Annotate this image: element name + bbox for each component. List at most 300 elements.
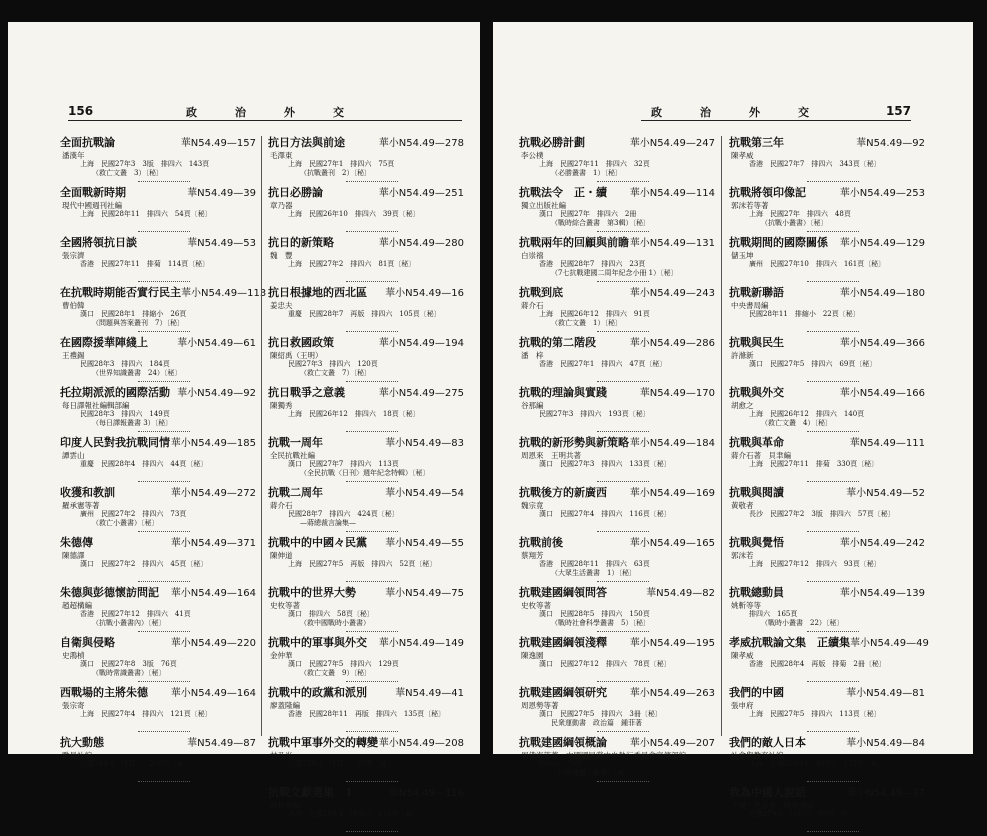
entry-title: 抗日必勝論 [268,186,323,199]
left-header [68,100,462,130]
entry-title-line [60,586,256,601]
right-header [641,100,911,130]
entry-title-line [268,686,464,701]
call-number: 華小N54.49—169 [629,488,715,499]
entry-author: 陳德譯 [62,551,85,560]
column [519,136,715,786]
entry-publication: 漢口 民國28年5 排四六 150頁 [539,610,650,618]
entry-publication: 漢口 民國27年5 排四六 69頁〔秘〕 [749,360,877,368]
entry-title: 抗日方法與前途 [268,136,345,149]
entry-title-line [60,336,256,351]
entry-separator [807,531,859,532]
entry-author: 王禮錫 [62,351,85,360]
entry-author: 陳孝威 [731,151,754,160]
entry-author: 郭沫若 [731,551,754,560]
entry-author: 潘 梓 [521,351,544,360]
entry-separator [138,181,190,182]
entry-publication: 長沙 民國27年2 3版 排四六 57頁〔秘〕 [749,510,895,518]
call-number: 華小N54.49—165 [629,538,715,549]
entry-author: 胡愈之 [731,401,754,410]
entry-publication: 上海 民國26年11 排四六 172頁〔秘〕 [749,760,886,768]
entry-author: 姜忠夫 [270,301,293,310]
call-number: 華N54.49—116 [388,788,464,799]
entry-author: 蔣介石 [521,301,544,310]
entry-separator [138,581,190,582]
entry-title: 抗戰一周年 [268,436,323,449]
entry-separator [346,831,398,832]
entry-publication: 漢口 民國27年5 排四六 3冊〔秘〕 [539,710,662,718]
catalog-entry [268,786,464,836]
entry-publication: 廣州 民國27年10 排四六 161頁〔秘〕 [749,260,886,268]
entry-title-line [729,136,925,151]
catalog-entry [519,436,715,486]
entry-separator [346,381,398,382]
call-number: 華小N54.49—275 [378,388,464,399]
entry-separator [807,781,859,782]
entry-title: 抗戰建國綱領問答 [519,586,607,599]
entry-author: 姚斬等等 [731,601,761,610]
entry-publication: 上海 民國27年3 3版 排四六 143頁 [80,160,210,168]
catalog-entry [268,286,464,336]
entry-publication: 上海 民國27年11 排菊 330頁〔秘〕 [749,460,879,468]
entry-title-line [268,536,464,551]
call-number: 華小N54.49—280 [378,238,464,249]
entry-author: 羅承憲等著 [62,501,100,510]
entry-title: 抗日救國政策 [268,336,334,349]
catalog-entry [60,186,256,236]
entry-title: 抗戰的第二階段 [519,336,596,349]
call-number: 華小N54.49—164 [170,688,256,699]
entry-separator [807,581,859,582]
entry-author: 周恩勢等著 [521,701,559,710]
entry-author: 魏 豐 [270,251,293,260]
call-number: 華小N54.49—195 [629,638,715,649]
entry-publication: 香港 民國27年11 排菊 114頁〔秘〕 [80,260,210,268]
entry-series: （戰時綜合叢書 第3輯）〔秘〕 [551,219,650,227]
entry-author: 曹伯韓 [62,301,85,310]
entry-series: （戰時小叢書 22）〔秘〕 [761,619,844,627]
entry-title-line [60,686,256,701]
entry-title: 抗日戰爭之意義 [268,386,345,399]
call-number: 華小N54.49—49 [850,638,929,649]
entry-title-line [729,486,925,501]
entry-series: （抗戰建國小叢書）〔秘〕 [551,769,632,777]
entry-title: 我們的敵人日本 [729,736,806,749]
call-number: 華小N54.49—83 [385,438,464,449]
catalog-entry [519,686,715,736]
call-number: 華小N54.49—243 [629,288,715,299]
catalog-entry [729,586,925,636]
entry-title: 朱德與彭德懷訪問記 [60,586,159,599]
entry-separator [138,231,190,232]
entry-series: （救中國戰時小叢書） [300,619,370,627]
entry-publication: 民國28年3 排四六 149頁 [80,410,170,418]
entry-publication: 上海 民國26年12 排四六 140頁 [749,410,865,418]
call-number: 華小N54.49—149 [378,638,464,649]
entry-separator [597,231,649,232]
entry-title: 抗戰與革命 [729,436,784,449]
entry-author: 章乃器 [270,201,293,210]
call-number: 華N54.49—82 [646,588,715,599]
entry-author: 史枚等著 [521,601,551,610]
entry-separator [597,631,649,632]
header-rule [68,120,462,121]
call-number: 華小N54.49—194 [378,338,464,349]
entry-title: 自衛與侵略 [60,636,115,649]
entry-title-line [729,786,925,801]
entry-title: 抗戰到底 [519,286,563,299]
entry-publication: 漢口 民國28年1 排縮小 26頁 [80,310,187,318]
entry-publication: 重慶 民國28年7 再版 排四六 105頁〔秘〕 [288,310,441,318]
entry-title: 在抗戰時期能否實行民主 [60,286,181,299]
entry-author: 蔣介石著 貝聿編 [731,451,791,460]
entry-author: 譚雲山 [62,451,85,460]
entry-separator [346,481,398,482]
entry-publication: 香港 民國27年1 排四六 47頁〔秘〕 [539,360,667,368]
entry-title-line [519,586,715,601]
call-number: 華小N54.49—184 [629,438,715,449]
entry-publication: 香港 民國28年4 再版 排菊 2冊〔秘〕 [749,660,886,668]
entry-separator [138,681,190,682]
catalog-entry [268,136,464,186]
entry-series: （救亡文叢 7）〔秘〕 [300,369,371,377]
entry-series: （每日譯報叢書 3）〔秘〕 [92,419,173,427]
entry-publication: 香港 民國28年7 排四六 23頁 [539,260,646,268]
entry-author: 勵貝社編 [62,751,92,760]
entry-title-line [60,736,256,751]
entry-title: 抗戰的理論與實踐 [519,386,607,399]
catalog-entry [729,386,925,436]
entry-title-line [519,286,715,301]
entry-author: 許滌新 [731,351,754,360]
entry-series: 民衆運動書 政治篇 鍾菲著 [551,719,642,727]
call-number: 華小N54.49—366 [839,338,925,349]
entry-title-line [729,236,925,251]
entry-publication: 漢口 民國27年12 排四六 78頁〔秘〕 [539,660,671,668]
call-number: 華小N54.49—54 [385,488,464,499]
entry-title-line [268,486,464,501]
entry-title: 抗戰的新形勢與新策略 [519,436,629,449]
call-number: 華小N54.49—92 [177,388,256,399]
entry-separator [597,381,649,382]
entry-publication: 漢口 民國27年 排四六 2冊 [539,210,637,218]
entry-publication: 民國27年6 排四六 89頁〔秘〕 [749,810,856,818]
entry-author: 李公樸 [521,151,544,160]
entry-separator [346,731,398,732]
entry-separator [597,181,649,182]
catalog-entry [268,736,464,786]
catalog-entry [268,586,464,636]
call-number: 華N54.49—92 [856,138,925,149]
entry-separator [138,381,190,382]
left-page [8,22,480,818]
catalog-entry [268,636,464,686]
entry-title-line [729,536,925,551]
entry-title-line [519,736,715,751]
catalog-entry [519,336,715,386]
call-number: 華小N54.49—52 [846,488,925,499]
catalog-entry [519,486,715,536]
catalog-entry [268,186,464,236]
catalog-entry [729,736,925,786]
entry-separator [807,431,859,432]
entry-separator [138,731,190,732]
catalog-entry [60,486,256,536]
entry-title: 抗戰建國綱領概論 [519,736,607,749]
entry-author: 中央書局編 [731,301,769,310]
entry-title: 抗戰中的軍事與外交 [268,636,367,649]
entry-publication: 民國28年3 排四六 184頁 [80,360,170,368]
entry-title: 在國際援華陣綫上 [60,336,148,349]
catalog-entry [60,286,267,336]
entry-title-line [60,136,256,151]
entry-title: 我們的中國 [729,686,784,699]
entry-separator [807,231,859,232]
entry-title-line [60,286,267,301]
entry-series: （全民抗戰〈日刊〉週年紀念特輯）〔秘〕 [300,469,430,477]
entry-title-line [729,186,925,201]
entry-author: 谷那編 [521,401,544,410]
entry-series: （抗戰小叢書內）〔秘〕 [92,619,166,627]
entry-title: 抗戰前後 [519,536,563,549]
entry-publication: 民國27年3 排四六 70頁〔秘〕 [288,760,395,768]
call-number: 華小N54.49—75 [385,588,464,599]
entry-separator [807,631,859,632]
entry-author: 黃敬者 [731,501,754,510]
entry-title-line [729,586,925,601]
catalog-entry [268,486,464,536]
catalog-entry [519,586,715,636]
catalog-entry [60,436,256,486]
entry-series: （世界知識叢書 24）〔秘〕 [92,369,182,377]
entry-author: 史鴻楨 [62,651,85,660]
catalog-entry [60,636,256,686]
entry-author: 毛澤東 [270,151,293,160]
catalog-entry [60,236,256,286]
entry-separator [346,231,398,232]
call-number: 華N54.49—170 [639,388,715,399]
entry-publication: 香港 民國27年7 排四六 343頁〔秘〕 [749,160,881,168]
entry-author: 陳伸道 [270,551,293,560]
entry-title-line [60,536,256,551]
call-number: 華N54.49—41 [395,688,464,699]
entry-title: 孝威抗戰論文集 正續集 [729,636,850,649]
entry-separator [597,731,649,732]
entry-separator [597,781,649,782]
entry-series: （大眾生活叢書 1）〔秘〕 [551,569,636,577]
entry-separator [346,431,398,432]
entry-title: 抗戰與民生 [729,336,784,349]
entry-publication: 上海 民國26年12 排四六 91頁 [539,310,650,318]
catalog-entry [268,386,464,436]
entry-publication: 重慶 民國28年4 排四六 44頁〔秘〕 [80,460,208,468]
catalog-entry [519,236,715,286]
entry-publication: 民國28年11 排縮小 22頁〔秘〕 [749,310,860,318]
call-number: 華小N54.49—286 [629,338,715,349]
entry-series: —蔣總裁言論集— [300,519,356,527]
entry-title: 西戰場的主將朱德 [60,686,148,699]
entry-author: 甘乃光 [270,751,293,760]
entry-publication: 漢口 民國27年4 排四六 116頁〔秘〕 [539,510,671,518]
right-page [493,22,973,818]
entry-separator [346,331,398,332]
entry-separator [138,431,190,432]
entry-title-line [60,436,256,451]
call-number: 華N54.49—157 [180,138,256,149]
call-number: 華小N54.49—16 [385,288,464,299]
entry-title-line [519,186,715,201]
catalog-entry [519,136,715,186]
entry-separator [807,681,859,682]
entry-title-line [519,336,715,351]
entry-publication: 漢口 排四六 58頁〔秘〕 [288,610,374,618]
catalog-entry [519,186,715,236]
entry-publication: 民國27年3 排四六 120頁 [288,360,378,368]
entry-title: 抗戰與覺悟 [729,536,784,549]
entry-separator [138,531,190,532]
call-number: 華N54.49—39 [187,188,256,199]
entry-title: 抗戰新聯語 [729,286,784,299]
catalog-entry [729,686,925,736]
entry-series: （必勝叢書 1）〔秘〕 [551,169,622,177]
entry-title: 抗日的新策略 [268,236,334,249]
call-number: 華小N54.49—220 [170,638,256,649]
entry-author: 蔣介石 [270,501,293,510]
entry-separator [597,531,649,532]
catalog-entry [268,536,464,586]
running-title: 政 治 外 交 [186,106,344,119]
entry-separator [346,181,398,182]
entry-series: （救亡小叢書）〔秘〕 [92,519,159,527]
page-number: 156 [68,104,94,118]
entry-separator [138,481,190,482]
entry-author: 獨立出版社編 [521,201,566,210]
entry-title: 抗戰建國綱領研究 [519,686,607,699]
entry-title: 抗戰第三年 [729,136,784,149]
entry-series: （救亡文叢 1）〔秘〕 [551,319,622,327]
entry-title: 抗戰後方的新廣西 [519,486,607,499]
entry-publication: 香港 民國27年12 排四六 41頁 [80,610,191,618]
entry-title-line [60,236,256,251]
call-number: 華小N54.49—114 [629,188,715,199]
entry-title: 抗戰期間的國際關係 [729,236,828,249]
entry-author: 張宗寄 [62,701,85,710]
entry-publication: 漢口 民國27年5 排四六 129頁 [288,660,399,668]
entry-publication: 民國28年7 排四六 424頁〔秘〕 [288,510,399,518]
entry-title: 抗戰建國綱領淺釋 [519,636,607,649]
entry-title: 全國將領抗日談 [60,236,137,249]
page-number: 157 [885,104,911,118]
entry-title: 我為中國人說話 [729,786,806,799]
entry-title: 抗戰將領印像記 [729,186,806,199]
entry-publication: 上海 民國27年1 排四六 75頁 [288,160,395,168]
entry-author: 魏宗竟 [521,501,544,510]
entry-publication: 民國28年8 排四六 230頁〔秘〕 [80,760,191,768]
entry-author: 張申府 [731,701,754,710]
catalog-entry [729,336,925,386]
call-number: 華小N54.49—81 [846,688,925,699]
entry-publication: 香港 民國28年11 再版 排四六 135頁〔秘〕 [288,710,446,718]
entry-title-line [268,236,464,251]
entry-title-line [268,586,464,601]
entry-title: 抗戰法令 正・續 [519,186,607,199]
entry-title-line [268,336,464,351]
entry-series: （抗戰叢刊 2）〔秘〕 [300,169,371,177]
entry-author: 儲玉坤 [731,251,754,260]
entry-separator [807,181,859,182]
entry-separator [346,281,398,282]
entry-author: 陳孝威 [731,651,754,660]
entry-author: 趙超構編 [62,601,92,610]
running-title: 政 治 外 交 [651,106,809,119]
entry-title-line [268,136,464,151]
catalog-entry [519,286,715,336]
entry-separator [807,281,859,282]
entry-separator [597,581,649,582]
entry-title: 抗日根據地的西北區 [268,286,367,299]
entry-publication: 上海 民國27年 排四六 48頁 [749,210,851,218]
entry-separator [597,431,649,432]
catalog-entry [729,436,925,486]
catalog-entry [60,336,256,386]
entry-title-line [268,386,464,401]
catalog-entry [729,236,925,286]
entry-publication: 上海 民國26年10 排四六 39頁〔秘〕 [288,210,420,218]
catalog-entry [60,386,256,436]
entry-title: 抗戰中的政黨和派別 [268,686,367,699]
call-number: 華小N54.49—113 [181,288,267,299]
entry-title-line [268,186,464,201]
entry-title: 全面戰新時期 [60,186,126,199]
entry-separator [346,581,398,582]
entry-author: 全民抗戰社編 [270,451,315,460]
catalog-entry [60,536,256,586]
entry-series: （救亡文叢 9）〔秘〕 [300,669,371,677]
entry-author: 每日譯報社編輯部編 [62,401,130,410]
entry-title-line [60,386,256,401]
entry-separator [597,281,649,282]
entry-author: 史枚等著 [270,601,300,610]
entry-separator [138,281,190,282]
catalog-entry [729,486,925,536]
entry-series: （戰時社會科學叢書 5）〔秘〕 [551,619,650,627]
call-number: 華小N54.49—242 [839,538,925,549]
entry-separator [807,731,859,732]
entry-title-line [729,736,925,751]
entry-title-line [519,636,715,651]
call-number: 華小N54.49—208 [378,738,464,749]
call-number: 華小N54.49—55 [385,538,464,549]
entry-title-line [519,386,715,401]
entry-author: 陳逸園 [521,651,544,660]
entry-author: 陳獨秀 [270,401,293,410]
entry-publication: 香港 民國28年11 排四六 63頁 [539,560,650,568]
call-number: 華小N54.49—61 [177,338,256,349]
entry-publication: 上海 民國27年12 排四六 93頁〔秘〕 [749,560,881,568]
header-rule [641,120,911,121]
catalog-entry [729,786,925,836]
entry-publication: 民國27年3 排四六 193頁〔秘〕 [539,410,650,418]
call-number: 華小N54.49—84 [846,738,925,749]
entry-series: （救亡文叢 4）〔秘〕 [761,419,832,427]
entry-title: 收獲和教訓 [60,486,115,499]
entry-separator [346,631,398,632]
entry-series: （問題與答案叢刊 7）〔秘〕 [92,319,184,327]
entry-title-line [519,486,715,501]
call-number: 華小N54.49—129 [839,238,925,249]
catalog-entry [729,186,925,236]
column [268,136,464,836]
